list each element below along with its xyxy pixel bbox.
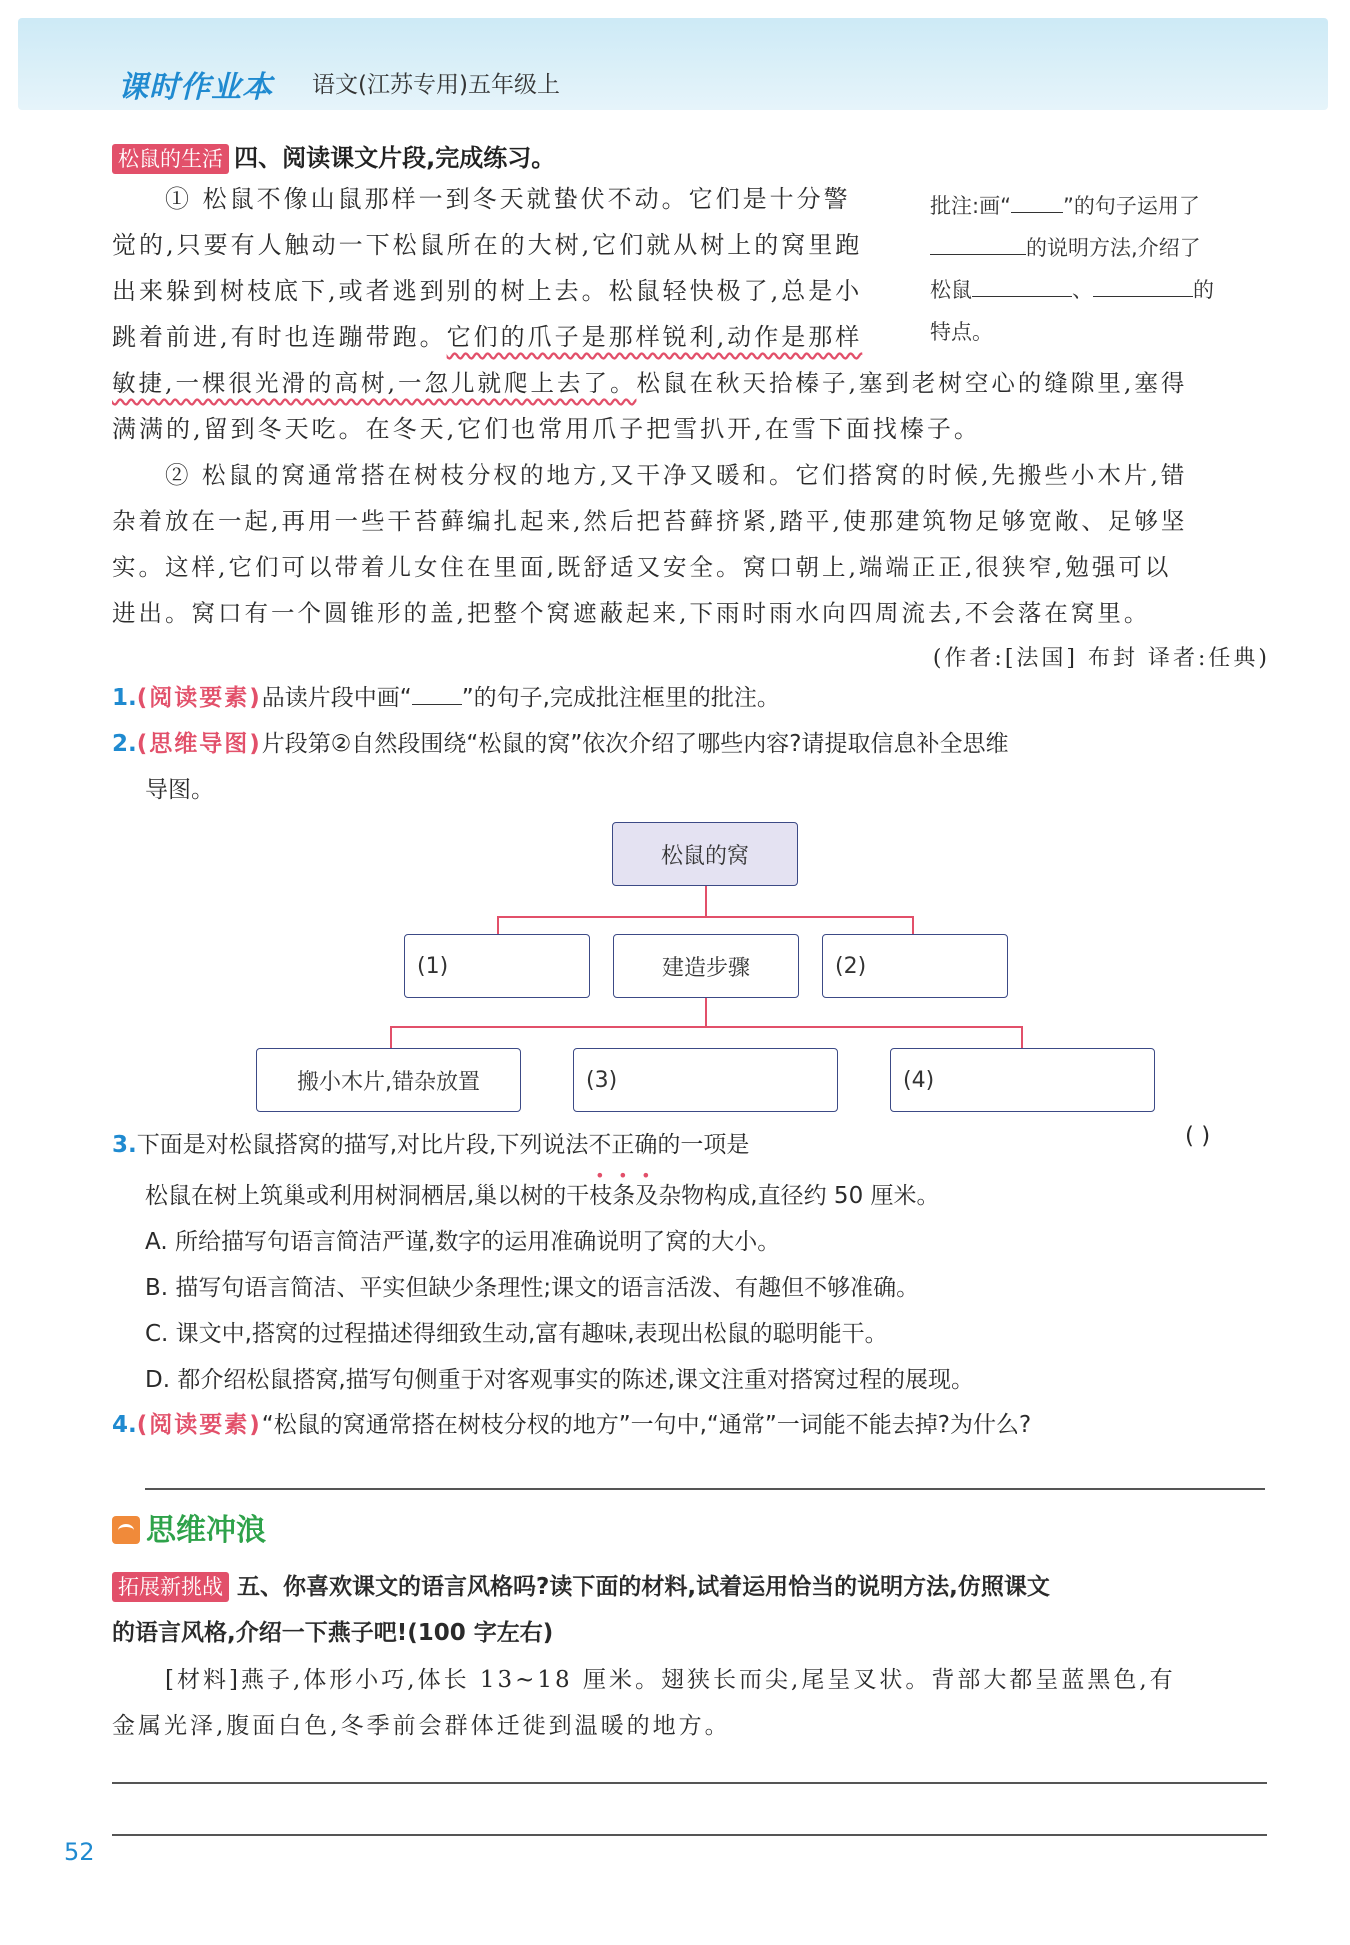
p1-underlined-start: 它们的爪子是那样锐利,动作是那样	[446, 323, 863, 351]
connector-bottom-left	[390, 1026, 392, 1048]
p1-line3: 出来躲到树枝底下,或者逃到别的树上去。松鼠轻快极了,总是小	[112, 277, 863, 305]
section4-heading	[112, 138, 555, 174]
p1-line5	[112, 360, 1272, 406]
note-blank-trait2[interactable]	[1093, 274, 1193, 297]
mindmap-step-move-wood: 搬小木片,错杂放置	[256, 1048, 521, 1112]
section-wave-title: 思维冲浪	[112, 1505, 266, 1549]
p1-line5-plain: 松鼠在秋天拾榛子,塞到老树空心的缝隙里,塞得	[636, 369, 1188, 397]
q3-option-d[interactable]: D. 都介绍松鼠搭窝,描写句侧重于对客观事实的陈述,课文注重对搭窝过程的展现。	[145, 1367, 974, 1393]
subject-title: 语文(江苏专用)五年级上	[312, 72, 560, 98]
mindmap-blank-1[interactable]: (1)	[404, 934, 590, 998]
connector-mid-left	[497, 916, 499, 934]
wave-icon	[112, 1516, 140, 1544]
q3-answer-paren[interactable]: ( )	[1185, 1123, 1211, 1149]
author-credit: (作者:[法国] 布封 译者:任典)	[932, 646, 1270, 671]
connector-root-down	[705, 886, 707, 918]
connector-mid-down	[705, 996, 707, 1028]
section5-heading: 拓展新挑战 五、你喜欢课文的语言风格吗?读下面的材料,试着运用恰当的说明方法,仿照课文	[112, 1565, 1272, 1609]
note-line1: 批注:画“ ”的句子运用了	[930, 185, 1260, 227]
section5-material-line1: [材料]燕子,体形小巧,体长 13~18 厘米。翅狭长而尖,尾呈叉状。背部大都呈蓝黑色,有	[165, 1667, 1176, 1693]
p1-line4-plain: 跳着前进,有时也连蹦带跑。	[112, 323, 447, 351]
section5-tag: 拓展新挑战	[112, 1572, 229, 1602]
mindmap-blank-3[interactable]: (3)	[573, 1048, 838, 1112]
q3-option-c[interactable]: C. 课文中,搭窝的过程描述得细致生动,富有趣味,表现出松鼠的聪明能干。	[145, 1321, 888, 1347]
p1-line1: ① 松鼠不像山鼠那样一到冬天就蛰伏不动。它们是十分警	[165, 185, 851, 213]
page-number: 52	[64, 1838, 95, 1866]
emph-char-1: 不	[588, 1132, 612, 1158]
question-1: 1.(阅读要素)品读片段中画“ ”的句子,完成批注框里的批注。	[112, 676, 1272, 720]
mindmap-blank-2[interactable]: (2)	[822, 934, 1008, 998]
q4-answer-line[interactable]	[145, 1488, 1265, 1490]
section4-tag: 松鼠的生活	[112, 144, 229, 174]
section5-heading-line2: 的语言风格,介绍一下燕子吧!(100 字左右)	[112, 1620, 554, 1646]
note-blank-method[interactable]	[930, 232, 1026, 255]
p1-line6: 满满的,留到冬天吃。在冬天,它们也常用爪子把雪扒开,在雪下面找榛子。	[112, 415, 981, 443]
q3-option-a[interactable]: A. 所给描写句语言简洁严谨,数字的运用准确说明了窝的大小。	[145, 1229, 781, 1255]
note-line2: 的说明方法,介绍了	[930, 227, 1260, 269]
connector-mid-right	[912, 916, 914, 934]
material-label: [材料]	[165, 1667, 241, 1693]
mindmap-blank-4[interactable]: (4)	[890, 1048, 1155, 1112]
question-2-line2: 导图。	[145, 777, 214, 803]
connector-mid-bar	[497, 916, 914, 918]
section5-material-line2: 金属光泽,腹面白色,冬季前会群体迁徙到温暖的地方。	[112, 1713, 731, 1739]
answer-line-1[interactable]	[112, 1782, 1267, 1784]
note-line3: 松鼠 、 的	[930, 269, 1260, 311]
q3-material: 松鼠在树上筑巢或利用树洞栖居,巢以树的干枝条及杂物构成,直径约 50 厘米。	[145, 1183, 940, 1209]
p1-line4	[112, 314, 922, 360]
answer-line-2[interactable]	[112, 1834, 1267, 1836]
section4-title: 四、阅读课文片段,完成练习。	[234, 144, 556, 172]
p2-line3: 实。这样,它们可以带着儿女住在里面,既舒适又安全。窝口朝上,端端正正,很狭窄,勉强可以	[112, 553, 1172, 581]
question-4: 4.(阅读要素)“松鼠的窝通常搭在树枝分杈的地方”一句中,“通常”一词能不能去掉?为什么?	[112, 1412, 1032, 1438]
note-blank-symbol[interactable]	[1011, 190, 1063, 213]
connector-bottom-bar	[390, 1026, 1023, 1028]
p2-line1: ② 松鼠的窝通常搭在树枝分杈的地方,又干净又暖和。它们搭窝的时候,先搬些小木片,错	[165, 461, 1188, 489]
p1-line2: 觉的,只要有人触动一下松鼠所在的大树,它们就从树上的窝里跑	[112, 231, 863, 259]
emph-char-3: 确	[634, 1132, 658, 1158]
mindmap-build-steps: 建造步骤	[613, 934, 799, 998]
brand-title: 课时作业本	[118, 70, 273, 105]
annotation-note	[930, 185, 1260, 353]
question-3: 3.下面是对松鼠搭窝的描写,对比片段,下列说法不正确的一项是	[112, 1132, 750, 1158]
q1-blank	[412, 682, 462, 705]
question-2: 2.(思维导图)片段第②自然段围绕“松鼠的窝”依次介绍了哪些内容?请提取信息补全思维	[112, 731, 1009, 757]
p2-line2: 杂着放在一起,再用一些干苔藓编扎起来,然后把苔藓挤紧,踏平,使那建筑物足够宽敞、足够坚	[112, 507, 1188, 535]
emph-char-2: 正	[611, 1132, 635, 1158]
q3-option-b[interactable]: B. 描写句语言简洁、平实但缺少条理性;课文的语言活泼、有趣但不够准确。	[145, 1275, 920, 1301]
mindmap-root: 松鼠的窝	[612, 822, 798, 886]
p1-underlined-end: 敏捷,一棵很光滑的高树,一忽儿就爬上去了。	[112, 369, 637, 397]
connector-bottom-right	[1021, 1026, 1023, 1048]
note-blank-trait1[interactable]	[972, 274, 1072, 297]
p2-line4: 进出。窝口有一个圆锥形的盖,把整个窝遮蔽起来,下雨时雨水向四周流去,不会落在窝里。	[112, 599, 1151, 627]
note-line4: 特点。	[930, 320, 993, 344]
